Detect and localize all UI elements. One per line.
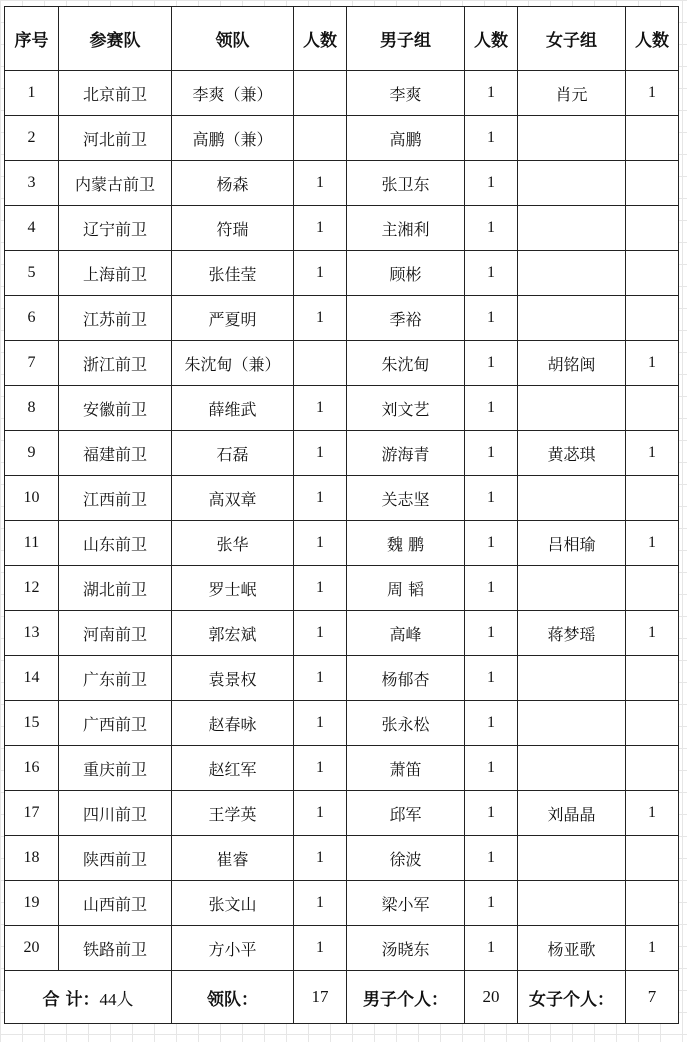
cell-men-count: 1 — [465, 251, 518, 296]
cell-leader-count: 1 — [294, 386, 347, 431]
cell-leader: 王学英 — [172, 791, 294, 836]
table-row — [5, 386, 679, 431]
header-team: 参赛队 — [59, 7, 172, 71]
cell-seq: 10 — [5, 476, 59, 521]
cell-seq: 13 — [5, 611, 59, 656]
cell-women — [518, 881, 626, 926]
cell-leader: 张文山 — [172, 881, 294, 926]
cell-women: 黄苾琪 — [518, 431, 626, 476]
women-total-value: 7 — [626, 971, 679, 1024]
header-leader-count: 人数 — [294, 7, 347, 71]
cell-leader-count: 1 — [294, 206, 347, 251]
cell-seq: 5 — [5, 251, 59, 296]
cell-team: 内蒙古前卫 — [59, 161, 172, 206]
cell-men-count: 1 — [465, 521, 518, 566]
cell-seq: 14 — [5, 656, 59, 701]
cell-leader: 张华 — [172, 521, 294, 566]
table-row — [5, 926, 679, 971]
cell-team: 江西前卫 — [59, 476, 172, 521]
cell-seq: 16 — [5, 746, 59, 791]
cell-leader-count: 1 — [294, 701, 347, 746]
cell-team: 安徽前卫 — [59, 386, 172, 431]
cell-women — [518, 566, 626, 611]
cell-leader-count: 1 — [294, 296, 347, 341]
cell-team: 福建前卫 — [59, 431, 172, 476]
roster-table — [4, 6, 679, 1024]
cell-leader-count: 1 — [294, 476, 347, 521]
cell-leader-count: 1 — [294, 161, 347, 206]
cell-leader: 高鹏（兼） — [172, 116, 294, 161]
cell-men: 张永松 — [347, 701, 465, 746]
cell-men: 徐波 — [347, 836, 465, 881]
cell-leader: 薛维武 — [172, 386, 294, 431]
cell-women: 杨亚歌 — [518, 926, 626, 971]
cell-women-count — [626, 746, 679, 791]
cell-seq: 17 — [5, 791, 59, 836]
cell-women-count — [626, 206, 679, 251]
cell-men: 李爽 — [347, 71, 465, 116]
cell-women — [518, 836, 626, 881]
cell-men-count: 1 — [465, 341, 518, 386]
table-row — [5, 296, 679, 341]
cell-men-count: 1 — [465, 881, 518, 926]
roster-body — [5, 71, 679, 971]
cell-men: 周 韬 — [347, 566, 465, 611]
table-row — [5, 701, 679, 746]
cell-women: 刘晶晶 — [518, 791, 626, 836]
cell-women-count: 1 — [626, 926, 679, 971]
cell-women-count: 1 — [626, 521, 679, 566]
cell-leader-count — [294, 71, 347, 116]
men-total-value: 20 — [465, 971, 518, 1024]
cell-women-count — [626, 386, 679, 431]
cell-women-count — [626, 251, 679, 296]
cell-men-count: 1 — [465, 71, 518, 116]
cell-seq: 9 — [5, 431, 59, 476]
cell-team: 辽宁前卫 — [59, 206, 172, 251]
cell-seq: 15 — [5, 701, 59, 746]
cell-leader: 赵春咏 — [172, 701, 294, 746]
cell-men-count: 1 — [465, 206, 518, 251]
cell-seq: 2 — [5, 116, 59, 161]
cell-men-count: 1 — [465, 701, 518, 746]
cell-leader-count: 1 — [294, 881, 347, 926]
cell-leader-count: 1 — [294, 791, 347, 836]
table-row — [5, 251, 679, 296]
header-women: 女子组 — [518, 7, 626, 71]
cell-women-count: 1 — [626, 431, 679, 476]
cell-men-count: 1 — [465, 836, 518, 881]
header-row — [5, 7, 679, 71]
total-label: 合 计： — [42, 989, 100, 1010]
cell-seq: 4 — [5, 206, 59, 251]
cell-women — [518, 296, 626, 341]
cell-men: 汤晓东 — [347, 926, 465, 971]
table-row — [5, 71, 679, 116]
table-row — [5, 341, 679, 386]
cell-women: 肖元 — [518, 71, 626, 116]
total-cell — [5, 971, 172, 1024]
table-row — [5, 836, 679, 881]
cell-men-count: 1 — [465, 116, 518, 161]
cell-men: 魏 鹏 — [347, 521, 465, 566]
cell-women — [518, 386, 626, 431]
cell-leader-count: 1 — [294, 746, 347, 791]
cell-men-count: 1 — [465, 566, 518, 611]
table-row — [5, 476, 679, 521]
cell-leader-count: 1 — [294, 431, 347, 476]
totals-row — [5, 971, 679, 1024]
cell-women-count: 1 — [626, 71, 679, 116]
cell-men: 高鹏 — [347, 116, 465, 161]
cell-women-count — [626, 656, 679, 701]
cell-seq: 19 — [5, 881, 59, 926]
cell-leader: 崔睿 — [172, 836, 294, 881]
cell-leader: 张佳莹 — [172, 251, 294, 296]
cell-leader: 严夏明 — [172, 296, 294, 341]
cell-women — [518, 206, 626, 251]
cell-men-count: 1 — [465, 296, 518, 341]
table-row — [5, 791, 679, 836]
cell-women — [518, 116, 626, 161]
cell-team: 湖北前卫 — [59, 566, 172, 611]
cell-leader: 杨森 — [172, 161, 294, 206]
cell-men: 邱军 — [347, 791, 465, 836]
header-seq: 序号 — [5, 7, 59, 71]
leader-total-value: 17 — [294, 971, 347, 1024]
cell-men: 高峰 — [347, 611, 465, 656]
cell-seq: 6 — [5, 296, 59, 341]
cell-leader-count: 1 — [294, 251, 347, 296]
table-row — [5, 116, 679, 161]
cell-team: 上海前卫 — [59, 251, 172, 296]
cell-leader-count: 1 — [294, 836, 347, 881]
cell-leader: 赵红军 — [172, 746, 294, 791]
cell-leader-count: 1 — [294, 926, 347, 971]
cell-team: 江苏前卫 — [59, 296, 172, 341]
cell-men: 杨郁杏 — [347, 656, 465, 701]
cell-leader: 高双章 — [172, 476, 294, 521]
cell-team: 河南前卫 — [59, 611, 172, 656]
cell-men: 萧笛 — [347, 746, 465, 791]
cell-men-count: 1 — [465, 791, 518, 836]
cell-seq: 3 — [5, 161, 59, 206]
cell-men: 顾彬 — [347, 251, 465, 296]
cell-men: 刘文艺 — [347, 386, 465, 431]
cell-women-count — [626, 701, 679, 746]
cell-men-count: 1 — [465, 611, 518, 656]
table-row — [5, 746, 679, 791]
men-total-label: 男子个人： — [347, 971, 465, 1024]
cell-seq: 20 — [5, 926, 59, 971]
header-men: 男子组 — [347, 7, 465, 71]
cell-men: 游海青 — [347, 431, 465, 476]
cell-men-count: 1 — [465, 656, 518, 701]
cell-men: 梁小军 — [347, 881, 465, 926]
table-row — [5, 431, 679, 476]
cell-team: 广东前卫 — [59, 656, 172, 701]
cell-leader-count: 1 — [294, 521, 347, 566]
cell-leader: 石磊 — [172, 431, 294, 476]
cell-women-count — [626, 161, 679, 206]
cell-women-count — [626, 881, 679, 926]
women-total-label: 女子个人： — [518, 971, 626, 1024]
cell-leader: 方小平 — [172, 926, 294, 971]
cell-men-count: 1 — [465, 926, 518, 971]
cell-seq: 11 — [5, 521, 59, 566]
cell-women — [518, 746, 626, 791]
cell-seq: 12 — [5, 566, 59, 611]
cell-women — [518, 161, 626, 206]
cell-team: 铁路前卫 — [59, 926, 172, 971]
cell-team: 四川前卫 — [59, 791, 172, 836]
table-row — [5, 521, 679, 566]
cell-women: 蒋梦瑶 — [518, 611, 626, 656]
table-row — [5, 881, 679, 926]
cell-team: 北京前卫 — [59, 71, 172, 116]
cell-team: 河北前卫 — [59, 116, 172, 161]
cell-women — [518, 251, 626, 296]
table-row — [5, 161, 679, 206]
leader-total-label: 领队： — [172, 971, 294, 1024]
cell-leader: 李爽（兼） — [172, 71, 294, 116]
cell-leader: 袁景权 — [172, 656, 294, 701]
cell-team: 重庆前卫 — [59, 746, 172, 791]
cell-men-count: 1 — [465, 161, 518, 206]
cell-women-count: 1 — [626, 791, 679, 836]
cell-women-count: 1 — [626, 341, 679, 386]
cell-men: 张卫东 — [347, 161, 465, 206]
cell-men-count: 1 — [465, 386, 518, 431]
cell-seq: 18 — [5, 836, 59, 881]
cell-seq: 8 — [5, 386, 59, 431]
cell-women-count — [626, 476, 679, 521]
cell-women — [518, 656, 626, 701]
cell-team: 浙江前卫 — [59, 341, 172, 386]
cell-leader: 符瑞 — [172, 206, 294, 251]
table-row — [5, 656, 679, 701]
cell-seq: 7 — [5, 341, 59, 386]
cell-leader-count: 1 — [294, 656, 347, 701]
cell-team: 山东前卫 — [59, 521, 172, 566]
cell-team: 山西前卫 — [59, 881, 172, 926]
cell-men: 朱沈甸 — [347, 341, 465, 386]
header-men-count: 人数 — [465, 7, 518, 71]
cell-leader: 郭宏斌 — [172, 611, 294, 656]
cell-women — [518, 476, 626, 521]
cell-men: 季裕 — [347, 296, 465, 341]
header-leader: 领队 — [172, 7, 294, 71]
total-value: 44人 — [99, 989, 134, 1009]
cell-leader-count — [294, 116, 347, 161]
cell-men-count: 1 — [465, 476, 518, 521]
cell-leader: 朱沈甸（兼） — [172, 341, 294, 386]
table-row — [5, 206, 679, 251]
cell-team: 陕西前卫 — [59, 836, 172, 881]
cell-team: 广西前卫 — [59, 701, 172, 746]
cell-leader-count — [294, 341, 347, 386]
header-women-count: 人数 — [626, 7, 679, 71]
cell-women: 胡铭闽 — [518, 341, 626, 386]
cell-men: 关志坚 — [347, 476, 465, 521]
cell-women-count — [626, 566, 679, 611]
cell-women: 吕相瑜 — [518, 521, 626, 566]
cell-women — [518, 701, 626, 746]
cell-men: 主湘利 — [347, 206, 465, 251]
cell-women-count — [626, 836, 679, 881]
cell-leader-count: 1 — [294, 611, 347, 656]
cell-leader-count: 1 — [294, 566, 347, 611]
table-row — [5, 611, 679, 656]
cell-women-count — [626, 296, 679, 341]
cell-women-count — [626, 116, 679, 161]
table-row — [5, 566, 679, 611]
cell-men-count: 1 — [465, 431, 518, 476]
cell-men-count: 1 — [465, 746, 518, 791]
cell-seq: 1 — [5, 71, 59, 116]
cell-leader: 罗士岷 — [172, 566, 294, 611]
cell-women-count: 1 — [626, 611, 679, 656]
